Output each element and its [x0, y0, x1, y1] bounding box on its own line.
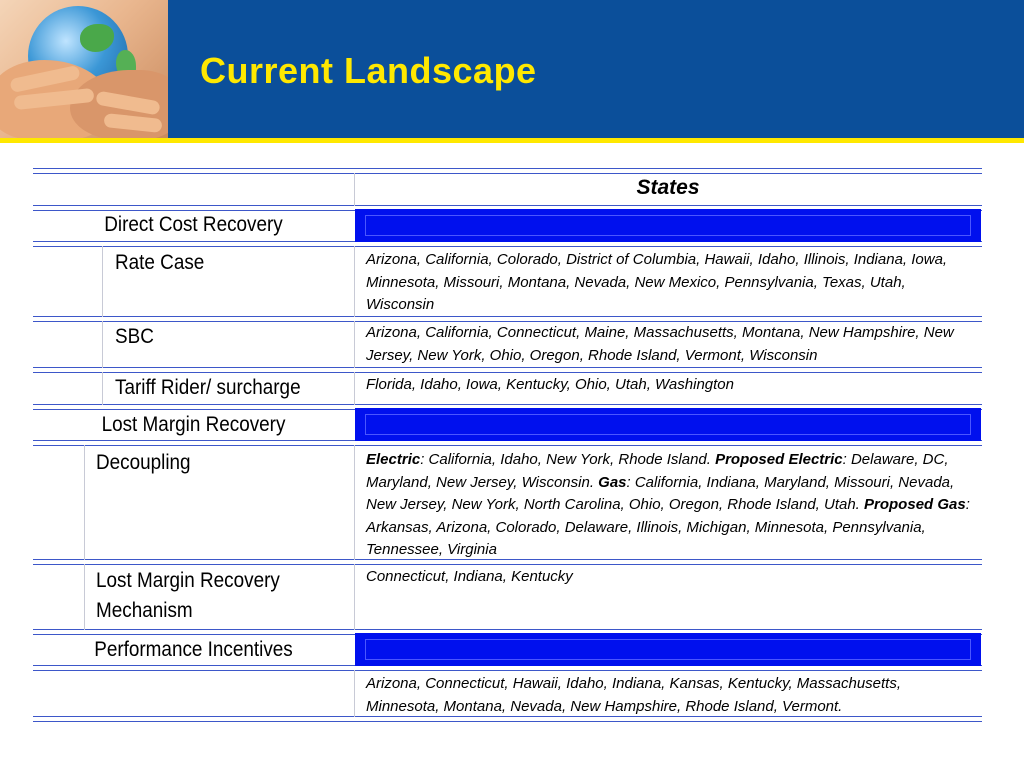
states-sbc: Arizona, California, Connecticut, Maine, Massachusetts, Montana, New Hampshire, New Jersey, New York, Ohio, Oregon, Rhode Island, Vermont, Wisconsin [366, 324, 954, 364]
row-label-rate-case: Rate Case [115, 251, 205, 274]
row-label-decoupling: Decoupling [96, 451, 191, 474]
category-performance-incentives: Performance Incentives [94, 638, 293, 661]
category-bar [355, 633, 981, 666]
page-title: Current Landscape [200, 50, 537, 91]
states-decoupling: Electric: California, Idaho, New York, Rhode Island. Proposed Electric: Delaware, DC, Maryland, New Jersey, Wisconsin. Gas: California, Indiana, Maryland, Missouri, Nevada, New Jersey, New York, North Carolina, Ohio, Oregon, Rhode Island, Utah. Proposed Gas: Arkansas, Arizona, Colorado, Delaware, Illinois, Michigan, Minnesota, Pennsylvania, Tennessee, Virginia [366, 451, 970, 558]
states-tariff-rider: Florida, Idaho, Iowa, Kentucky, Ohio, Utah, Washington [366, 376, 734, 393]
category-direct-cost-recovery: Direct Cost Recovery [104, 213, 283, 236]
category-bar [355, 209, 981, 242]
row-label-sbc: SBC [115, 325, 154, 348]
states-column-header: States [636, 176, 700, 199]
category-lost-margin-recovery: Lost Margin Recovery [101, 413, 286, 436]
states-lost-margin-mechanism: Connecticut, Indiana, Kentucky [366, 568, 573, 585]
states-rate-case: Arizona, California, Colorado, District of Columbia, Hawaii, Idaho, Illinois, Indiana, Iowa, Minnesota, Missouri, Montana, Nevada, New Mexico, Pennsylvania, Texas, Utah, Wisconsin [366, 251, 948, 313]
category-bar [355, 408, 981, 441]
states-performance-incentives: Arizona, Connecticut, Hawaii, Idaho, Indiana, Kansas, Kentucky, Massachusetts, Minnesota, Montana, Nevada, New Hampshire, Rhode Island, Vermont. [366, 675, 902, 715]
row-label-tariff-rider: Tariff Rider/ surcharge [115, 376, 301, 399]
table-rule [33, 168, 982, 174]
row-label-lost-margin-mechanism: Lost Margin Recovery Mechanism [96, 569, 280, 622]
